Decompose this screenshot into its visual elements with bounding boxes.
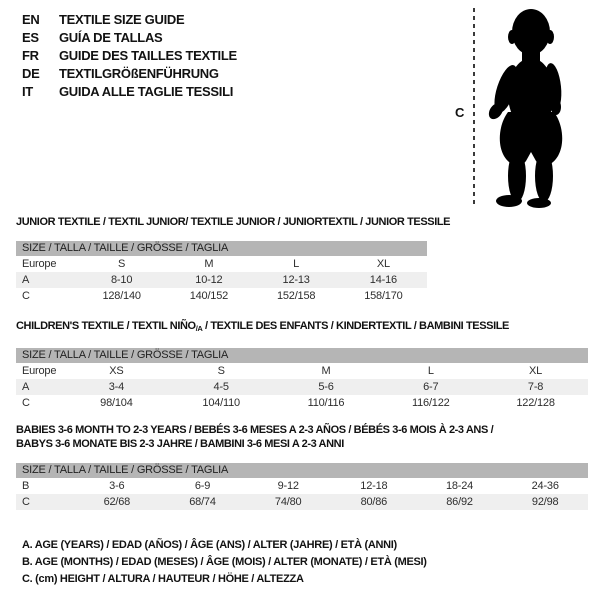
row-value: 10-12: [195, 274, 223, 286]
row-value: XS: [109, 365, 124, 377]
table-row: [16, 363, 588, 379]
row-value: 6-7: [423, 381, 439, 393]
row-value: 9-12: [277, 480, 299, 492]
row-value: XL: [376, 258, 390, 270]
table-row: [16, 478, 588, 494]
language-code: ES: [22, 30, 39, 45]
row-value: 12-13: [282, 274, 310, 286]
language-item: [22, 83, 237, 101]
row-value: 128/140: [102, 290, 141, 302]
table-title-block: [16, 423, 588, 451]
table-title: JUNIOR TEXTILE / TEXTIL JUNIOR/ TEXTILE JUNIOR / JUNIORTEXTIL / JUNIOR TESSILE: [16, 216, 451, 228]
legend: [22, 537, 427, 588]
language-item: [22, 65, 237, 83]
row-value: 24-36: [531, 480, 559, 492]
row-value: L: [293, 258, 300, 270]
language-item: [22, 11, 237, 29]
table-title-line: BABIES 3-6 MONTH TO 2-3 YEARS / BEBÉS 3-6 MESES A 2-3 AÑOS / BÉBÉS 3-6 MOIS À 2-3 ANS /: [16, 424, 494, 436]
row-label: A: [22, 274, 30, 286]
row-value: 158/170: [364, 290, 403, 302]
row-value: 8-10: [111, 274, 133, 286]
language-list: [22, 11, 237, 101]
legend-item: A. AGE (YEARS) / EDAD (AÑOS) / ÂGE (ANS) / ALTER (JAHRE) / ETÀ (ANNI): [22, 539, 397, 551]
table-title-line: BABYS 3-6 MONATE BIS 2-3 JAHRE / BAMBINI 3-6 MESI A 2-3 ANNI: [16, 438, 344, 450]
row-label: B: [22, 480, 30, 492]
row-value: 110/116: [307, 397, 345, 409]
row-value: 7-8: [527, 381, 544, 393]
row-value: 74/80: [274, 496, 302, 508]
height-measure-dashed-line: [473, 8, 475, 206]
table-title-pre: CHILDREN'S TEXTILE / TEXTIL NIÑO: [16, 320, 196, 332]
height-marker-label: C: [455, 105, 465, 120]
row-value: M: [204, 258, 214, 270]
table-title-sub: /A: [195, 324, 203, 333]
row-value: 104/110: [202, 397, 240, 409]
row-value: 116/122: [412, 397, 450, 409]
row-label: C: [22, 496, 30, 508]
table-title-block: [16, 215, 451, 229]
legend-item: C. (cm) HEIGHT / ALTURA / HAUTEUR / HÖHE / ALTEZZA: [22, 573, 304, 585]
row-value: 3-6: [109, 480, 125, 492]
row-value: 14-16: [369, 274, 397, 286]
language-label: TEXTILE SIZE GUIDE: [59, 12, 185, 27]
row-value: XL: [529, 365, 543, 377]
language-code: FR: [22, 48, 39, 63]
table-size-header: SIZE / TALLA / TAILLE / GRÖSSE / TAGLIA: [16, 463, 588, 478]
table-title-post: / TEXTILE DES ENFANTS / KINDERTEXTIL / BAMBINI TESSILE: [202, 320, 509, 332]
language-item: [22, 47, 237, 65]
language-label: TEXTILGRÖßENFÜHRUNG: [59, 66, 219, 81]
row-value: 18-24: [445, 480, 474, 492]
language-label: GUIDA ALLE TAGLIE TESSILI: [59, 84, 234, 99]
table-title-block: [16, 319, 588, 336]
language-label: GUÍA DE TALLAS: [59, 30, 163, 45]
row-label: Europe: [22, 258, 57, 270]
language-code: DE: [22, 66, 40, 81]
baby-silhouette-image: [482, 8, 572, 208]
row-value: 152/158: [276, 290, 316, 302]
table-row: [16, 494, 588, 510]
row-value: 3-4: [108, 381, 125, 393]
row-value: M: [321, 365, 331, 377]
row-value: 92/98: [531, 496, 559, 508]
legend-item: B. AGE (MONTHS) / EDAD (MESES) / ÂGE (MOIS) / ALTER (MONATE) / ETÀ (MESI): [22, 556, 427, 568]
row-value: 62/68: [103, 496, 131, 508]
row-value: 4-5: [213, 381, 229, 393]
row-value: 80/86: [360, 496, 388, 508]
table-row: [16, 379, 588, 395]
row-value: S: [217, 365, 225, 377]
row-label: Europe: [22, 365, 57, 377]
row-label: C: [22, 397, 30, 409]
row-label: C: [22, 290, 30, 302]
table-row: [16, 256, 427, 272]
table-size-header: SIZE / TALLA / TAILLE / GRÖSSE / TAGLIA: [16, 348, 588, 363]
row-value: 122/128: [516, 397, 555, 409]
row-value: L: [427, 365, 434, 377]
size-table: [16, 423, 588, 510]
row-value: S: [118, 258, 126, 270]
row-value: 68/74: [189, 496, 216, 508]
row-value: 5-6: [318, 381, 334, 393]
language-item: [22, 29, 237, 47]
language-label: GUIDE DES TAILLES TEXTILE: [59, 48, 237, 63]
row-value: 6-9: [194, 480, 211, 492]
row-value: 140/152: [189, 290, 229, 302]
row-value: 98/104: [100, 397, 133, 409]
table-row: [16, 395, 588, 411]
language-code: IT: [22, 84, 33, 99]
row-value: 86/92: [446, 496, 473, 508]
table-title: [16, 319, 588, 336]
row-label: A: [22, 381, 30, 393]
table-size-header: SIZE / TALLA / TAILLE / GRÖSSE / TAGLIA: [16, 241, 427, 256]
language-code: EN: [22, 12, 40, 27]
size-table: [16, 215, 451, 304]
row-value: 12-18: [360, 480, 388, 492]
table-row: [16, 288, 427, 304]
size-table: [16, 319, 588, 411]
table-row: [16, 272, 427, 288]
